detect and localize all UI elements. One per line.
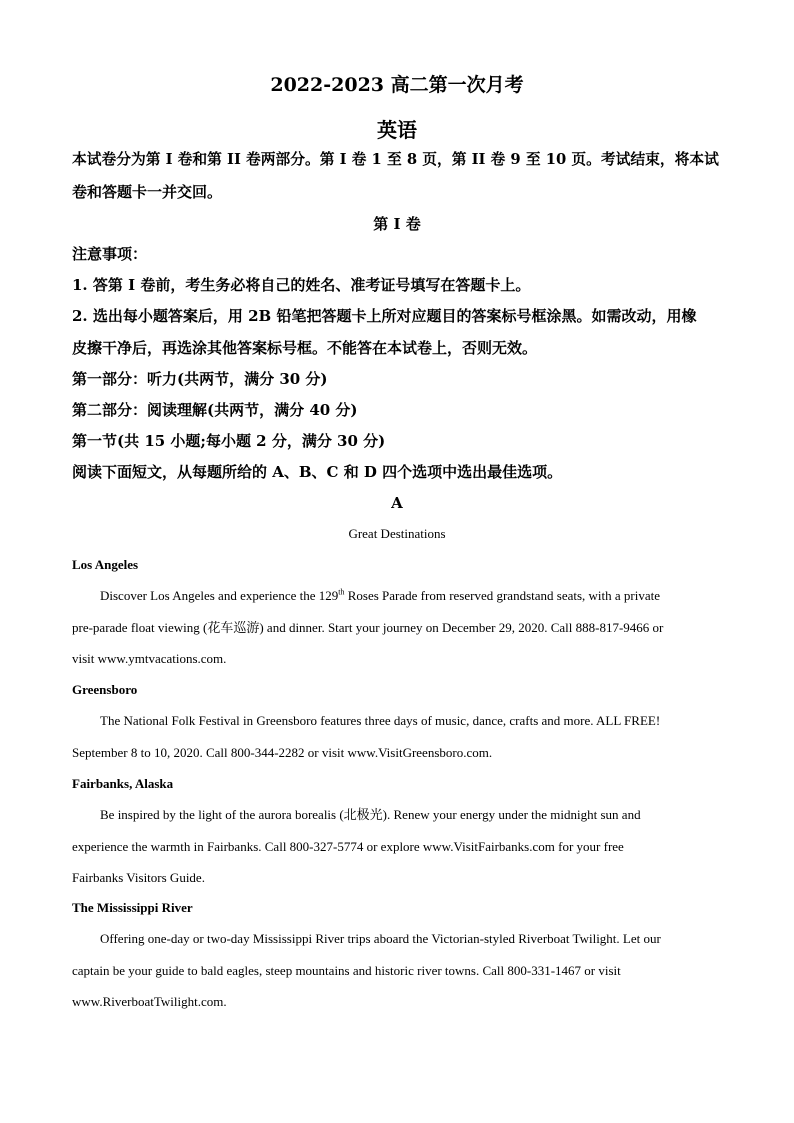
entry-heading-fairbanks: Fairbanks, Alaska [72, 776, 174, 791]
notes-item-2-line-1: 2. 选出每小题答案后，用 2B 铅笔把答题卡上所对应题目的答案标号框涂黑。如需改动，用橡 [72, 307, 697, 325]
exam-title: 2022-2023 高二第一次月考 [270, 74, 524, 96]
entry-heading-los-angeles: Los Angeles [72, 557, 139, 572]
intro-line-1: 本试卷分为第 I 卷和第 II 卷两部分。第 I 卷 1 至 8 页，第 II 卷 9 至 10 页。考试结束，将本试 [72, 151, 719, 168]
volume-label: 第 I 卷 [373, 215, 421, 233]
entry-text-mississippi-line-3: www.RiverboatTwilight.com. [72, 994, 227, 1009]
entry-text-los-angeles-line-2: pre-parade float viewing (花车巡游) and dinner. Start your journey on December 29, 2020. Call 888-817-9466 or [72, 620, 664, 635]
intro-line-2: 卷和答题卡一并交回。 [72, 183, 223, 201]
notes-item-1: 1. 答第 I 卷前，考生务必将自己的姓名、准考证号填写在答题卡上。 [72, 276, 531, 294]
part-1-heading: 第一部分：听力(共两节，满分 30 分) [72, 370, 328, 388]
entry-text-los-angeles-line-1-before: Discover Los Angeles and experience the 129 [100, 588, 339, 603]
passage-title: Great Destinations [348, 526, 446, 541]
subject-title: 英语 [377, 118, 417, 142]
part-2-heading: 第二部分：阅读理解(共两节，满分 40 分) [72, 401, 358, 419]
entry-text-mississippi-line-1: Offering one-day or two-day Mississippi River trips aboard the Victorian-styled Riverboat Twilight. Let our [100, 931, 661, 946]
section-1-heading: 第一节(共 15 小题;每小题 2 分，满分 30 分) [72, 432, 386, 450]
notes-item-2-line-2: 皮擦干净后，再选涂其他答案标号框。不能答在本试卷上，否则无效。 [72, 339, 538, 357]
entry-text-los-angeles-line-1-after: Roses Parade from reserved grandstand seats, with a private [344, 588, 661, 603]
entry-text-los-angeles-line-3: visit www.ymtvacations.com. [72, 651, 227, 666]
entry-heading-greensboro: Greensboro [72, 682, 138, 697]
ordinal-suffix: th [338, 587, 345, 597]
entry-text-fairbanks-line-3: Fairbanks Visitors Guide. [72, 870, 205, 885]
passage-label: A [391, 494, 403, 512]
entry-text-mississippi-line-2: captain be your guide to bald eagles, steep mountains and historic river towns. Call 800-331-1467 or visit [72, 963, 621, 978]
entry-text-greensboro-line-1: The National Folk Festival in Greensboro features three days of music, dance, crafts and more. ALL FREE! [100, 713, 661, 728]
entry-heading-mississippi: The Mississippi River [72, 900, 193, 915]
entry-text-greensboro-line-2: September 8 to 10, 2020. Call 800-344-2282 or visit www.VisitGreensboro.com. [72, 745, 493, 760]
entry-text-fairbanks-line-2: experience the warmth in Fairbanks. Call 800-327-5774 or explore www.VisitFairbanks.com for your free [72, 839, 624, 854]
reading-instruction: 阅读下面短文，从每题所给的 A、B、C 和 D 四个选项中选出最佳选项。 [72, 463, 563, 481]
entry-text-fairbanks-line-1: Be inspired by the light of the aurora borealis (北极光). Renew your energy under the midnight sun and [100, 807, 641, 822]
entry-text-los-angeles-line-1 [100, 587, 660, 605]
notes-heading: 注意事项： [72, 245, 148, 263]
